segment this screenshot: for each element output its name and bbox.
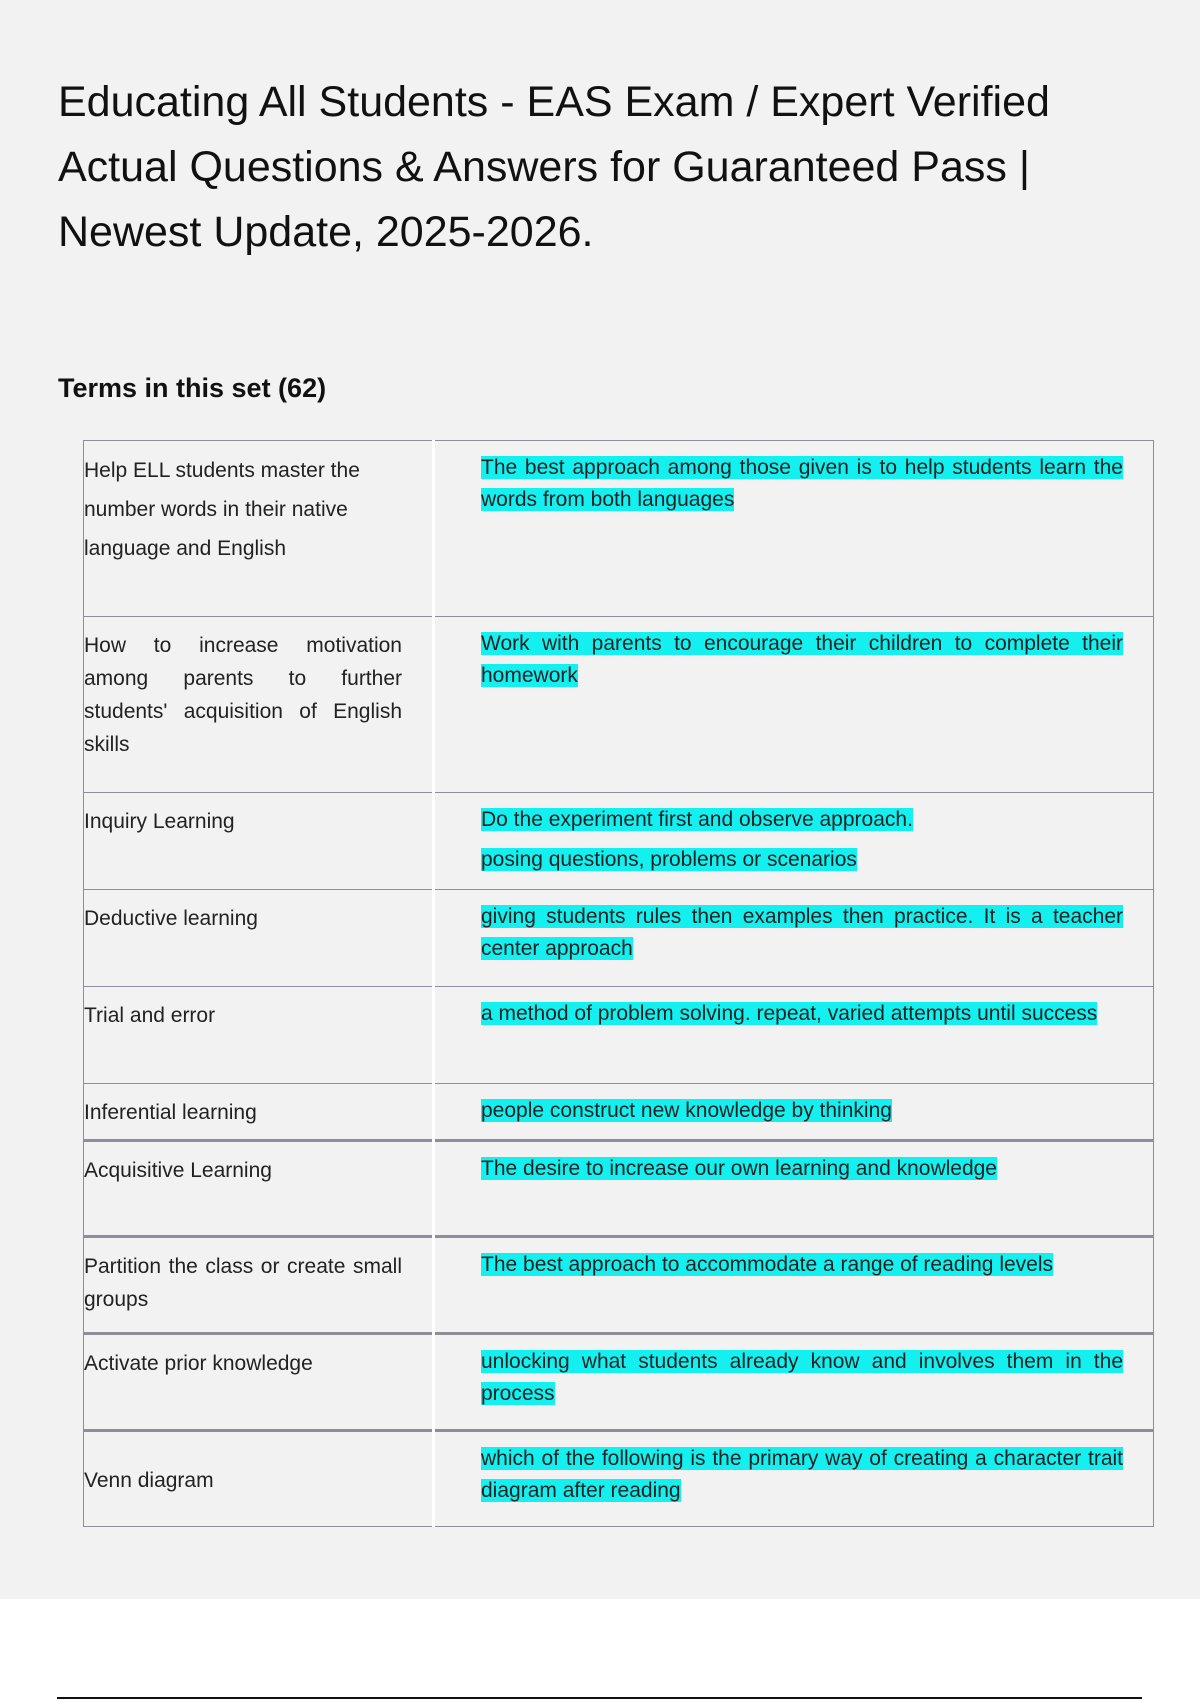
term-cell — [84, 987, 434, 1084]
term-text: How to increase motivation among parents to further students' acquisition of English skills — [84, 634, 402, 756]
definition-cell — [434, 1431, 1154, 1527]
term-text: Partition the class or create small groups — [84, 1255, 402, 1311]
table-row — [84, 1141, 1154, 1237]
term-text: Help ELL students master the number words in their native language and English — [84, 459, 360, 560]
definition-text: The best approach among those given is to help students learn the words from both languages — [481, 456, 1123, 511]
definition-text: The desire to increase our own learning and knowledge — [481, 1157, 997, 1180]
term-cell — [84, 1431, 434, 1527]
term-cell — [84, 1334, 434, 1431]
table-row — [84, 1431, 1154, 1527]
terms-count-heading: Terms in this set (62) — [58, 373, 327, 403]
term-text: Trial and error — [84, 1004, 216, 1027]
definition-cell — [434, 441, 1154, 617]
term-cell — [84, 441, 434, 617]
definition-text: giving students rules then examples then practice. It is a teacher center approach — [481, 905, 1123, 960]
table-row — [84, 793, 1154, 890]
term-cell — [84, 617, 434, 793]
definition-cell — [434, 617, 1154, 793]
term-cell — [84, 890, 434, 987]
definition-cell — [434, 890, 1154, 987]
definition-text: unlocking what students already know and involves them in the process — [481, 1350, 1123, 1405]
term-cell — [84, 793, 434, 890]
definition-cell — [434, 1141, 1154, 1237]
term-text: Acquisitive Learning — [84, 1159, 272, 1182]
term-text: Inferential learning — [84, 1101, 257, 1124]
definition-cell — [434, 1237, 1154, 1334]
term-cell — [84, 1141, 434, 1237]
terms-table — [83, 440, 1154, 1527]
definition-cell — [434, 793, 1154, 890]
definition-cell — [434, 1334, 1154, 1431]
definition-text: people construct new knowledge by thinking — [481, 1099, 892, 1122]
table-row — [84, 1334, 1154, 1431]
table-row — [84, 987, 1154, 1084]
definition-cell — [434, 1084, 1154, 1141]
footer-divider — [57, 1697, 1142, 1699]
term-text: Inquiry Learning — [84, 810, 235, 833]
definition-text: which of the following is the primary way of creating a character trait diagram after reading — [481, 1447, 1123, 1502]
table-row — [84, 617, 1154, 793]
definition-cell — [434, 987, 1154, 1084]
document-title: Educating All Students - EAS Exam / Expert Verified Actual Questions & Answers for Guaranteed Pass | Newest Update, 2025-2026. — [58, 78, 1050, 256]
term-text: Venn diagram — [84, 1468, 214, 1492]
definition-text: Work with parents to encourage their children to complete their homework — [481, 632, 1123, 687]
table-row — [84, 1237, 1154, 1334]
term-cell — [84, 1237, 434, 1334]
definition-text: Do the experiment first and observe approach. — [481, 808, 913, 831]
table-row — [84, 890, 1154, 987]
term-text: Activate prior knowledge — [84, 1352, 313, 1375]
term-text: Deductive learning — [84, 907, 258, 930]
definition-text: The best approach to accommodate a range of reading levels — [481, 1253, 1054, 1276]
definition-text: a method of problem solving. repeat, varied attempts until success — [481, 1002, 1098, 1025]
table-row — [84, 441, 1154, 617]
table-row — [84, 1084, 1154, 1141]
definition-text-second: posing questions, problems or scenarios — [481, 848, 857, 871]
term-cell — [84, 1084, 434, 1141]
